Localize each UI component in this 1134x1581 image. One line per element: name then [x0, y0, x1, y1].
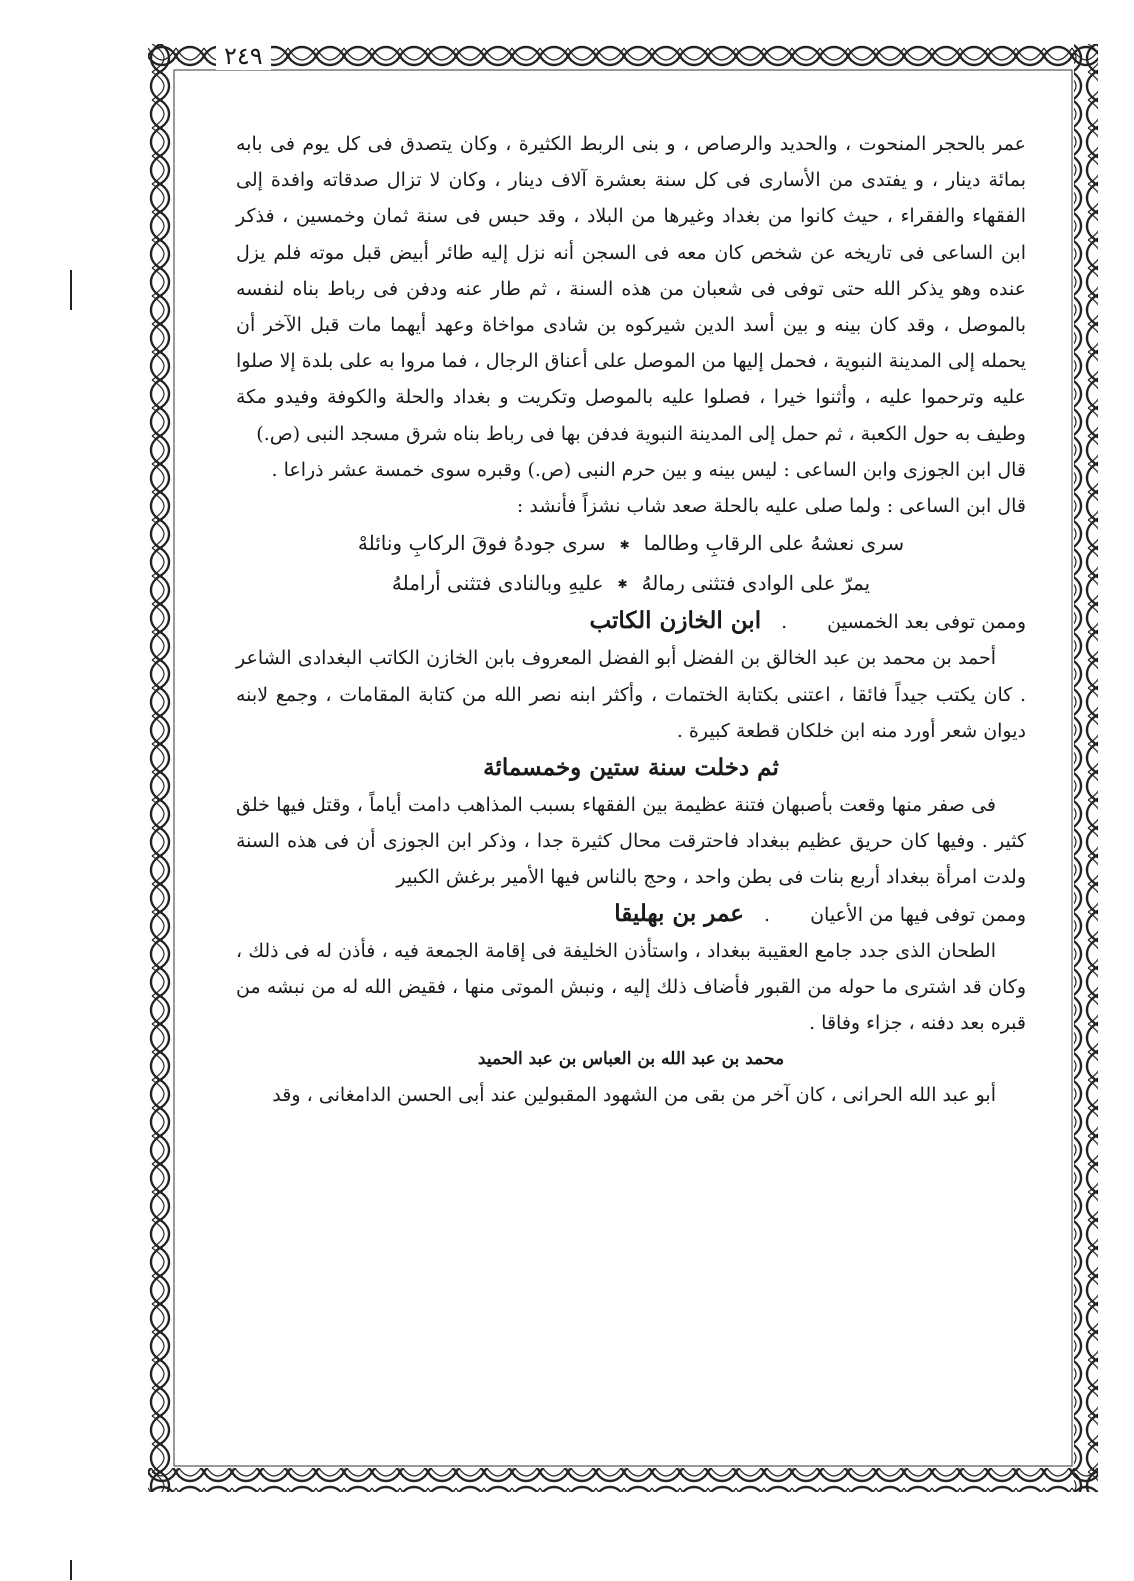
- page-body: [236, 126, 1026, 1471]
- star-icon: ✱: [619, 537, 630, 552]
- paragraph: قال ابن الجوزى وابن الساعى : ليس بينه و بين حرم النبى (ص.) وقبره سوى خمسة عشر ذراعا .: [271, 458, 1026, 481]
- verse-hemistich: سرى جودهُ فوقَ الركابِ ونائلهْ: [357, 531, 606, 556]
- person-heading: محمد بن عبد الله بن العباس بن عبد الحميد: [477, 1049, 785, 1070]
- heading-prefix: وممن توفى بعد الخمسين: [827, 611, 1026, 634]
- margin-mark: [70, 270, 72, 310]
- paragraph: أحمد بن محمد بن عبد الخالق بن الفضل أبو الفضل المعروف بابن الخازن الكاتب البغدادى الشاعر . كان يكتب جيداً فائقا ، اعتنى بكتابة الختمات ، وأكثر ابنه نصر الله من كتابة المقامات ، وجمع لابنه ديوان شعر أورد منه ابن خلكان قطعة كبيرة .: [236, 647, 1026, 742]
- person-name: عمر بن بهليقا: [614, 899, 745, 927]
- person-name: ابن الخازن الكاتب: [589, 607, 762, 635]
- verse-hemistich: سرى نعشهُ على الرقابِ وطالما: [643, 531, 905, 556]
- page-number: ٢٤٩: [216, 42, 271, 70]
- poem-verse: [236, 524, 1026, 564]
- margin-mark: [70, 1560, 72, 1580]
- paragraph: عمر بالحجر المنحوت ، والحديد والرصاص ، و بنى الربط الكثيرة ، وكان يتصدق فى كل يوم فى بابه بمائة دينار ، و يفتدى من الأسارى فى كل سنة بعشرة آلاف دينار ، وكان لا تزال صدقاته وافدة إلى الفقهاء والفقراء ، حيث كانوا من بغداد وغيرها من البلاد ، وقد حبس فى سنة ثمان وخمسين ، فذكر ابن الساعى فى تاريخه عن شخص كان معه فى السجن أنه نزل إليه طائر أبيض قبل موته فلم يزل عنده وهو يذكر الله حتى توفى فى شعبان من هذه السنة ، ثم طار عنه ودفن فى رباط بناه لنفسه بالموصل ، وقد كان بينه و بين أسد الدين شيركوه بن شادى مواخاة وعهد أيهما مات قبل الآخر أن يحمله إلى المدينة النبوية ، فحمل إليها من الموصل على أعناق الرجال ، فما مروا به على بلدة إلا صلوا عليه وترحموا عليه ، وأثنوا خيرا ، فصلوا عليه بالموصل وتكريت و بغداد والحلة والكوفة وفيدو مكة وطيف به حول الكعبة ، ثم حمل إلى المدينة النبوية فدفن بها فى رباط بناه شرق مسجد النبى (ص.): [236, 133, 1026, 445]
- paragraph: أبو عبد الله الحرانى ، كان آخر من بقى من الشهود المقبولين عند أبى الحسن الدامغانى ، وقد: [272, 1084, 996, 1107]
- poem-verse: [236, 564, 1026, 604]
- verse-hemistich: يمرّ على الوادى فتثنى رمالهُ: [641, 570, 871, 595]
- verse-hemistich: عليهِ وبالنادى فتثنى أراملهُ: [391, 570, 604, 595]
- obituary-heading: وممن توفى بعد الخمسين . ابن الخازن الكاتب: [236, 603, 1026, 640]
- obituary-heading: وممن توفى فيها من الأعيان . عمر بن بهليقا: [236, 896, 1026, 933]
- year-heading: ثم دخلت سنة ستين وخمسمائة: [483, 754, 779, 782]
- paragraph: قال ابن الساعى : ولما صلى عليه بالحلة صعد شاب نشزاً فأنشد :: [516, 495, 1026, 518]
- paragraph: فى صفر منها وقعت بأصبهان فتنة عظيمة بين الفقهاء بسبب المذاهب دامت أياماً ، وقتل فيها خلق كثير . وفيها كان حريق عظيم ببغداد فاحترقت محال كثيرة جدا ، وذكر ابن الجوزى أن فى هذه السنة ولدت امرأة ببغداد أربع بنات فى بطن واحد ، وحج بالناس فيها الأمير برغش الكبير: [236, 794, 1026, 889]
- paragraph: الطحان الذى جدد جامع العقيبة ببغداد ، واستأذن الخليفة فى إقامة الجمعة فيه ، فأذن له فى ذلك ، وكان قد اشترى ما حوله من القبور فأضاف ذلك إليه ، ونبش الموتى منها ، فقيض الله له من نبشه من قبره بعد دفنه ، جزاء وفاقا .: [236, 939, 1026, 1035]
- star-icon: ✱: [617, 577, 628, 592]
- heading-prefix: وممن توفى فيها من الأعيان: [810, 903, 1026, 926]
